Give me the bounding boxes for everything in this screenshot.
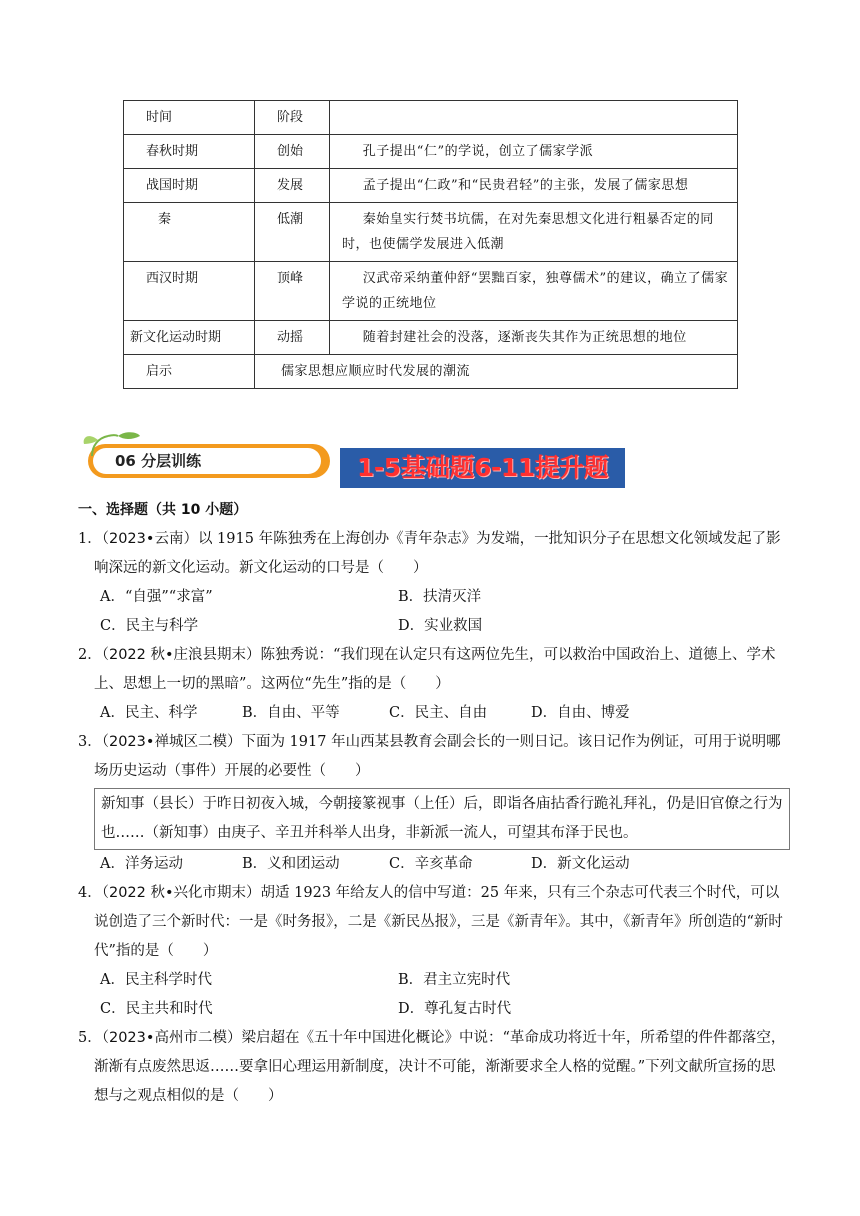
banner-title: 1-5基础题6-11提升题: [340, 448, 625, 488]
row-stage: 创始: [255, 135, 330, 169]
question-source: （2022 秋•庄浪县期末）: [101, 647, 261, 663]
question-stem: 以 1915 年陈独秀在上海创办《青年杂志》为发端，一批知识分子在思想文化领域发起了影响深远的新文化运动。新文化运动的口号是（ ）: [94, 531, 781, 576]
option-b[interactable]: B．义和团运动: [242, 856, 340, 872]
row-stage: 顶峰: [255, 262, 330, 321]
footer-label: 启示: [124, 355, 255, 389]
question-number: 4．: [78, 885, 102, 901]
question-3-options: [78, 850, 790, 879]
row-desc: 孟子提出“仁政”和“民贵君轻”的主张，发展了儒家思想: [330, 169, 738, 203]
question-2-options: [78, 699, 790, 728]
row-desc: 汉武帝采纳董仲舒“罢黜百家，独尊儒术”的建议，确立了儒家学说的正统地位: [330, 262, 738, 321]
table-header-row: [124, 101, 738, 135]
option-d[interactable]: D．新文化运动: [531, 856, 630, 872]
table-row: [124, 321, 738, 355]
question-5: [78, 1024, 790, 1111]
question-2: [78, 641, 790, 699]
question-stem: 胡适 1923 年给友人的信中写道：25 年来，只有三个杂志可代表三个时代，可以说创造了三个新时代：一是《时务报》，二是《新民丛报》，三是《新青年》。其中，《新青年》所创造的“新时代”指的是（ ）: [94, 885, 783, 959]
question-1-options: [78, 583, 790, 641]
question-4-options: [78, 966, 790, 1024]
option-b[interactable]: B．扶清灭洋: [398, 589, 482, 605]
option-a[interactable]: A．民主科学时代: [100, 972, 212, 988]
header-period: 时间: [124, 101, 255, 135]
question-number: 2．: [78, 647, 102, 663]
option-c[interactable]: C．民主、自由: [389, 705, 488, 721]
row-period: 秦: [124, 203, 255, 262]
section-banner: [78, 428, 609, 490]
option-c[interactable]: C．辛亥革命: [389, 856, 473, 872]
question-source: （2023•云南）: [101, 531, 198, 547]
leaf-icon: [78, 428, 148, 458]
question-source: （2023•高州市二模）: [101, 1030, 242, 1046]
question-stem: 下面为 1917 年山西某县教育会副会长的一则日记。该日记作为例证，可用于说明哪场历史运动（事件）开展的必要性（ ）: [94, 734, 781, 779]
option-c[interactable]: C．民主与科学: [100, 618, 199, 634]
option-d[interactable]: D．自由、博爱: [531, 705, 630, 721]
table-row: [124, 262, 738, 321]
option-d[interactable]: D．实业救国: [398, 618, 483, 634]
table-row: [124, 169, 738, 203]
option-b[interactable]: B．自由、平等: [242, 705, 340, 721]
row-stage: 低潮: [255, 203, 330, 262]
row-period: 战国时期: [124, 169, 255, 203]
question-stem: 梁启超在《五十年中国进化概论》中说：“革命成功将近十年，所希望的件件都落空，渐渐有点废然思返……要拿旧心理运用新制度，决计不可能，渐渐要求全人格的觉醒。”下列文献所宣扬的思想与之观点相似的是（ ）: [94, 1030, 786, 1104]
section-tag: 06 分层训练: [93, 448, 321, 474]
row-stage: 动摇: [255, 321, 330, 355]
question-list: [78, 496, 790, 1111]
row-period: 西汉时期: [124, 262, 255, 321]
question-source: （2022 秋•兴化市期末）: [101, 885, 261, 901]
row-desc: 秦始皇实行焚书坑儒，在对先秦思想文化进行粗暴否定的同时，也使儒学发展进入低潮: [330, 203, 738, 262]
table-footer-row: [124, 355, 738, 389]
table-row: [124, 135, 738, 169]
option-d[interactable]: D．尊孔复古时代: [398, 1001, 512, 1017]
question-stem: 陈独秀说：“我们现在认定只有这两位先生，可以救治中国政治上、道德上、学术上、思想上一切的黑暗”。这两位“先生”指的是（ ）: [94, 647, 776, 692]
question-source: （2023•禅城区二模）: [101, 734, 242, 750]
confucianism-timeline-table: [123, 100, 738, 389]
row-stage: 发展: [255, 169, 330, 203]
question-1: [78, 525, 790, 583]
question-4: [78, 879, 790, 966]
table-row: [124, 203, 738, 262]
question-number: 1．: [78, 531, 102, 547]
row-desc: 孔子提出“仁”的学说，创立了儒家学派: [330, 135, 738, 169]
header-stage: 阶段: [255, 101, 330, 135]
option-b[interactable]: B．君主立宪时代: [398, 972, 511, 988]
question-number: 5．: [78, 1030, 102, 1046]
option-c[interactable]: C．民主共和时代: [100, 1001, 213, 1017]
question-number: 3．: [78, 734, 102, 750]
row-desc: 随着封建社会的没落，逐渐丧失其作为正统思想的地位: [330, 321, 738, 355]
section-heading: 一、选择题（共 10 小题）: [78, 502, 248, 518]
header-desc: [330, 101, 738, 135]
option-a[interactable]: A．洋务运动: [100, 856, 183, 872]
row-period: 春秋时期: [124, 135, 255, 169]
row-period: 新文化运动时期: [124, 321, 255, 355]
footer-text: 儒家思想应顺应时代发展的潮流: [255, 355, 738, 389]
question-3: [78, 728, 790, 786]
option-a[interactable]: A．民主、科学: [100, 705, 198, 721]
diary-quote-box: 新知事（县长）于昨日初夜入城，今朝接篆视事（上任）后，即诣各庙拈香行跪礼拜礼，仍是旧官僚之行为也……（新知事）由庚子、辛丑并科举人出身，非新派一流人，可望其布泽于民也。: [94, 788, 790, 850]
option-a[interactable]: A．“自强”“求富”: [100, 589, 213, 605]
